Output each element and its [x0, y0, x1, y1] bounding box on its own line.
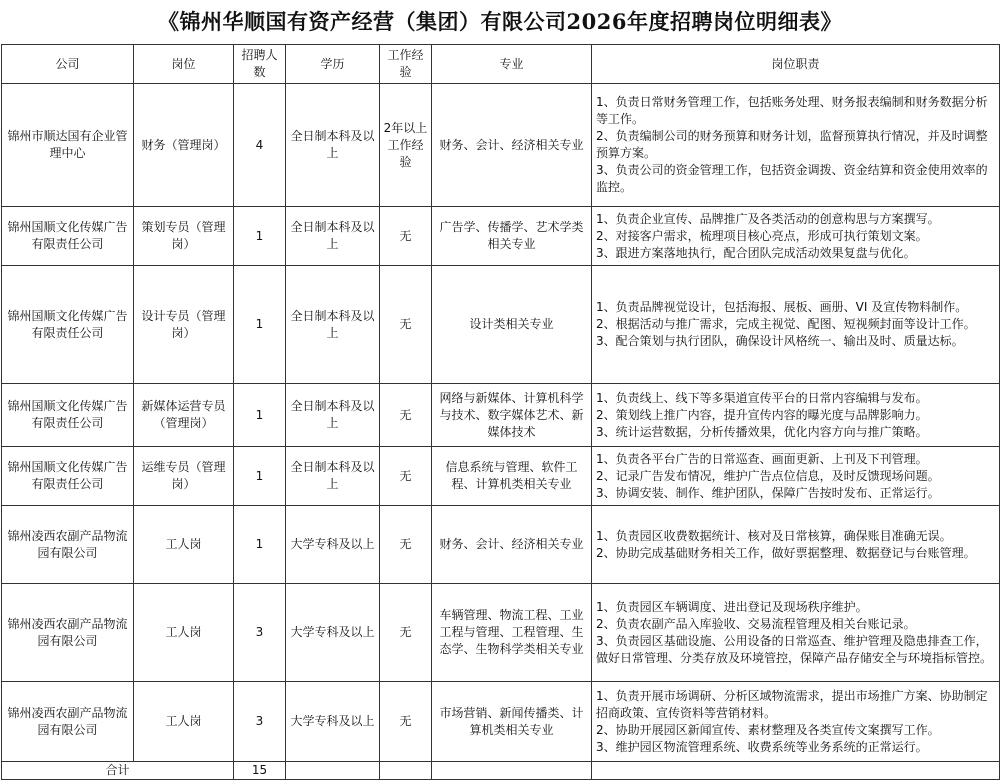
- position-cell: 设计专员（管理岗）: [134, 266, 234, 384]
- table-row: [2, 447, 1000, 506]
- duties-cell: [592, 207, 1000, 266]
- experience-cell: 无: [380, 584, 432, 682]
- total-label: 合计: [2, 762, 234, 780]
- headcount-cell: 3: [234, 682, 286, 762]
- education-cell: 大学专科及以上: [286, 584, 380, 682]
- major-cell: 信息系统与管理、软件工程、计算机类相关专业: [432, 447, 592, 506]
- table-row: [2, 682, 1000, 762]
- major-cell: 广告学、传播学、艺术学类相关专业: [432, 207, 592, 266]
- header-row: [2, 45, 1000, 84]
- duty-line: 1、负责线上、线下等多渠道宣传平台的日常内容编辑与发布。: [596, 390, 928, 405]
- experience-cell: 无: [380, 207, 432, 266]
- position-cell: 工人岗: [134, 682, 234, 762]
- company-cell: 锦州凌西农副产品物流园有限公司: [2, 682, 134, 762]
- duty-line: 1、负责各平台广告的日常巡查、画面更新、上刊及下刊管理。: [596, 451, 928, 466]
- position-cell: 策划专员（管理岗）: [134, 207, 234, 266]
- header-duties: 岗位职责: [592, 45, 1000, 84]
- empty-cell: [432, 762, 592, 780]
- duty-line: 1、负责园区收费数据统计、核对及日常核算，确保账目准确无误。: [596, 528, 952, 543]
- table-row: [2, 266, 1000, 384]
- duty-line: 1、负责企业宣传、品牌推广及各类活动的创意构思与方案撰写。: [596, 211, 940, 226]
- position-cell: 工人岗: [134, 584, 234, 682]
- company-cell: 锦州国顺文化传媒广告有限责任公司: [2, 266, 134, 384]
- duty-line: 2、对接客户需求，梳理项目核心亮点，形成可执行策划文案。: [596, 228, 928, 243]
- major-cell: 市场营销、新闻传播类、计算机类相关专业: [432, 682, 592, 762]
- duty-line: 3、负责公司的资金管理工作，包括资金调拨、资金结算和资金使用效率的监控。: [596, 163, 988, 194]
- duties-cell: [592, 682, 1000, 762]
- duties-cell: [592, 384, 1000, 447]
- duty-line: 3、负责园区基础设施、公用设备的日常巡查、维护管理及隐患排查工作，做好日常管理、分类存放及环境管控，保障产品存储安全与环境指标管控。: [596, 633, 993, 665]
- headcount-cell: 3: [234, 584, 286, 682]
- duty-line: 3、跟进方案落地执行，配合团队完成活动效果复盘与优化。: [596, 245, 916, 260]
- header-education: 学历: [286, 45, 380, 84]
- company-cell: 锦州凌西农副产品物流园有限公司: [2, 506, 134, 584]
- major-cell: 财务、会计、经济相关专业: [432, 506, 592, 584]
- duty-line: 1、负责园区车辆调度、进出登记及现场秩序维护。: [596, 599, 868, 614]
- education-cell: 全日制本科及以上: [286, 266, 380, 384]
- duties-cell: [592, 266, 1000, 384]
- position-cell: 财务（管理岗）: [134, 84, 234, 207]
- headcount-cell: 1: [234, 447, 286, 506]
- company-cell: 锦州国顺文化传媒广告有限责任公司: [2, 207, 134, 266]
- table-row: [2, 84, 1000, 207]
- table-row: [2, 506, 1000, 584]
- headcount-cell: 1: [234, 384, 286, 447]
- duties-cell: [592, 506, 1000, 584]
- duty-line: 3、协调安装、制作、维护团队，保障广告按时发布、正常运行。: [596, 485, 940, 500]
- education-cell: 全日制本科及以上: [286, 207, 380, 266]
- headcount-cell: 1: [234, 506, 286, 584]
- headcount-cell: 4: [234, 84, 286, 207]
- experience-cell: 2年以上工作经验: [380, 84, 432, 207]
- empty-cell: [592, 762, 1000, 780]
- page-title: 《锦州华顺国有资产经营（集团）有限公司2026年度招聘岗位明细表》: [158, 9, 842, 34]
- duties-cell: [592, 584, 1000, 682]
- duty-line: 2、负责农副产品入库验收、交易流程管理及相关台账记录。: [596, 616, 916, 631]
- position-cell: 工人岗: [134, 506, 234, 584]
- duty-line: 1、负责日常财务管理工作，包括账务处理、财务报表编制和财务数据分析等工作。: [596, 95, 988, 126]
- major-cell: 财务、会计、经济相关专业: [432, 84, 592, 207]
- duty-line: 2、策划线上推广内容，提升宣传内容的曝光度与品牌影响力。: [596, 407, 928, 422]
- duty-line: 3、统计运营数据，分析传播效果，优化内容方向与推广策略。: [596, 424, 928, 439]
- header-major: 专业: [432, 45, 592, 84]
- education-cell: 全日制本科及以上: [286, 84, 380, 207]
- position-cell: 新媒体运营专员（管理岗）: [134, 384, 234, 447]
- company-cell: 锦州凌西农副产品物流园有限公司: [2, 584, 134, 682]
- table-row: [2, 384, 1000, 447]
- experience-cell: 无: [380, 506, 432, 584]
- duty-line: 1、负责品牌视觉设计，包括海报、展板、画册、VI 及宣传物料制作。: [596, 300, 968, 314]
- duty-line: 2、记录广告发布情况，维护广告点位信息，及时反馈现场问题。: [596, 468, 940, 483]
- duty-line: 3、维护园区物流管理系统、收费系统等业务系统的正常运行。: [596, 739, 928, 754]
- education-cell: 大学专科及以上: [286, 682, 380, 762]
- duty-line: 2、协助开展园区新闻宣传、素材整理及各类宣传文案撰写工作。: [596, 722, 940, 737]
- education-cell: 全日制本科及以上: [286, 447, 380, 506]
- position-cell: 运维专员（管理岗）: [134, 447, 234, 506]
- experience-cell: 无: [380, 682, 432, 762]
- headcount-cell: 1: [234, 207, 286, 266]
- header-headcount: 招聘人数: [234, 45, 286, 84]
- duties-cell: [592, 84, 1000, 207]
- company-cell: 锦州国顺文化传媒广告有限责任公司: [2, 384, 134, 447]
- education-cell: 全日制本科及以上: [286, 384, 380, 447]
- major-cell: 网络与新媒体、计算机科学与技术、数字媒体艺术、新媒体技术: [432, 384, 592, 447]
- duty-line: 2、根据活动与推广需求，完成主视觉、配图、短视频封面等设计工作。: [596, 317, 976, 331]
- header-experience: 工作经验: [380, 45, 432, 84]
- duty-line: 2、负责编制公司的财务预算和财务计划，监督预算执行情况，并及时调整预算方案。: [596, 129, 988, 160]
- experience-cell: 无: [380, 266, 432, 384]
- header-company: 公司: [2, 45, 134, 84]
- duties-cell: [592, 447, 1000, 506]
- total-headcount: 15: [234, 762, 286, 780]
- table-row: [2, 584, 1000, 682]
- duty-line: 2、协助完成基础财务相关工作，做好票据整理、数据登记与台账管理。: [596, 545, 976, 560]
- headcount-cell: 1: [234, 266, 286, 384]
- company-cell: 锦州国顺文化传媒广告有限责任公司: [2, 447, 134, 506]
- total-row: [2, 762, 1000, 780]
- table-row: [2, 207, 1000, 266]
- experience-cell: 无: [380, 447, 432, 506]
- experience-cell: 无: [380, 384, 432, 447]
- empty-cell: [380, 762, 432, 780]
- major-cell: 设计类相关专业: [432, 266, 592, 384]
- empty-cell: [286, 762, 380, 780]
- duty-line: 3、配合策划与执行团队，确保设计风格统一、输出及时、质量达标。: [596, 334, 964, 348]
- duty-line: 1、负责开展市场调研、分析区域物流需求，提出市场推广方案、协助制定招商政策、宣传资料等营销材料。: [596, 688, 988, 720]
- recruitment-table: [1, 44, 1000, 780]
- company-cell: 锦州市顺达国有企业管理中心: [2, 84, 134, 207]
- education-cell: 大学专科及以上: [286, 506, 380, 584]
- header-position: 岗位: [134, 45, 234, 84]
- major-cell: 车辆管理、物流工程、工业工程与管理、工程管理、生态学、生物科学类相关专业: [432, 584, 592, 682]
